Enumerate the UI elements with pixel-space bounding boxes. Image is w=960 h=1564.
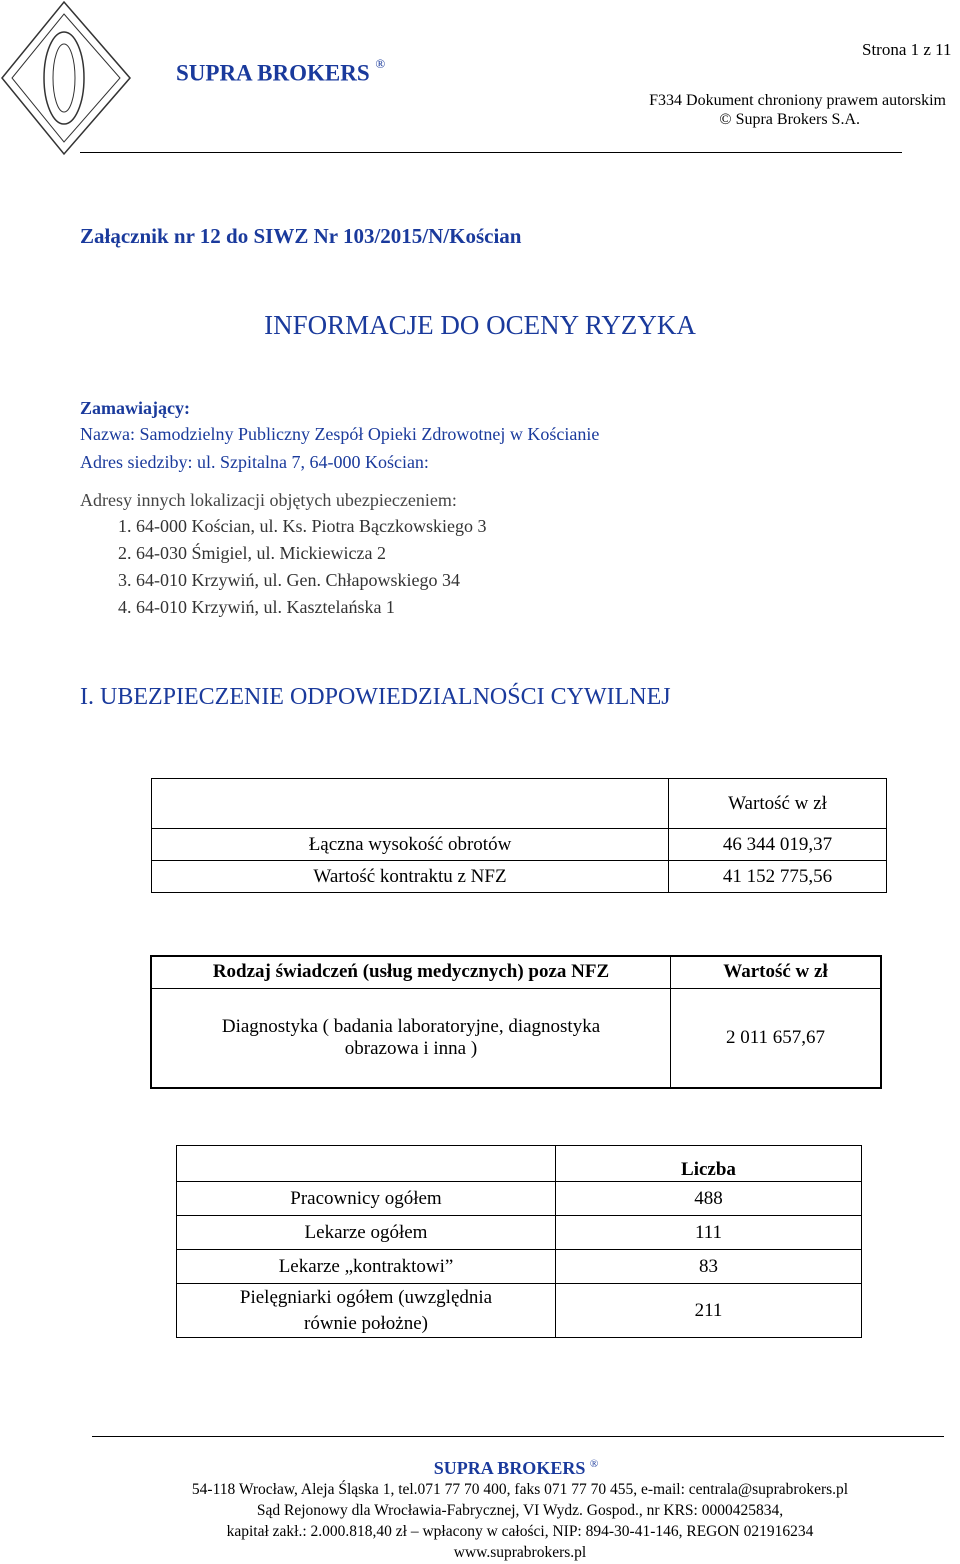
header-value-cell: Wartość w zł xyxy=(669,779,887,829)
table-header-row xyxy=(151,956,881,988)
row-value: 2 011 657,67 xyxy=(671,988,882,1088)
other-locations-label: Adresy innych lokalizacji objętych ubezpieczeniem: xyxy=(80,490,457,510)
footer-capital: kapitał zakł.: 2.000.818,40 zł – wpłacony w całości, NIP: 894-30-41-146, REGON 021916234 xyxy=(226,1523,814,1540)
footer-address: 54-118 Wrocław, Aleja Śląska 1, tel.071 77 70 400, faks 071 77 70 455, e-mail: centrala@suprabrokers.pl xyxy=(191,1481,849,1498)
header-blank-cell xyxy=(152,779,669,829)
row-value: 41 152 775,56 xyxy=(669,861,887,893)
location-item: 4. 64-010 Krzywiń, ul. Kasztelańska 1 xyxy=(118,597,395,617)
row-label-line-1: Diagnostyka ( badania laboratoryjne, diagnostyka xyxy=(221,1015,601,1037)
footer-court: Sąd Rejonowy dla Wrocławia-Fabrycznej, VI Wydz. Gospod., nr KRS: 0000425834, xyxy=(256,1502,784,1519)
table-row xyxy=(177,1182,862,1216)
table-row xyxy=(152,829,887,861)
header-value-cell: Liczba xyxy=(556,1146,862,1182)
table-row xyxy=(152,861,887,893)
location-item: 2. 64-030 Śmigiel, ul. Mickiewicza 2 xyxy=(118,543,386,563)
header-divider xyxy=(80,152,902,153)
company-logo xyxy=(0,0,180,160)
row-label-line-1: Pielęgniarki ogółem (uwzględnia xyxy=(239,1286,493,1308)
copyright-line-1: F334 Dokument chroniony prawem autorskim xyxy=(649,92,946,109)
row-label: Lekarze „kontraktowi” xyxy=(177,1250,556,1284)
table-row xyxy=(177,1250,862,1284)
client-label: Zamawiający: xyxy=(80,398,190,418)
footer-brand: SUPRA BROKERS ® xyxy=(433,1458,599,1478)
row-value: 83 xyxy=(556,1250,862,1284)
row-value: 488 xyxy=(556,1182,862,1216)
row-value: 211 xyxy=(556,1284,862,1338)
annex-title: Załącznik nr 12 do SIWZ Nr 103/2015/N/Kościan xyxy=(80,224,522,248)
turnover-table xyxy=(151,778,887,893)
row-value: 46 344 019,37 xyxy=(669,829,887,861)
table-row xyxy=(177,1216,862,1250)
row-label-line-2: równie położne) xyxy=(304,1312,428,1334)
header-label-cell: Rodzaj świadczeń (usług medycznych) poza NFZ xyxy=(151,956,671,988)
row-label xyxy=(177,1284,556,1338)
row-label: Łączna wysokość obrotów xyxy=(152,829,669,861)
footer-website: www.suprabrokers.pl xyxy=(453,1544,587,1561)
row-label: Lekarze ogółem xyxy=(177,1216,556,1250)
staff-table xyxy=(176,1145,862,1338)
client-name: Nazwa: Samodzielny Publiczny Zespół Opieki Zdrowotnej w Kościanie xyxy=(80,424,600,444)
table-row xyxy=(177,1284,862,1338)
client-address: Adres siedziby: ul. Szpitalna 7, 64-000 Kościan: xyxy=(80,452,429,472)
table-row xyxy=(151,988,881,1088)
row-label-line-2: obrazowa i inna ) xyxy=(344,1037,478,1059)
header-blank-cell xyxy=(177,1146,556,1182)
footer-divider xyxy=(92,1436,944,1437)
row-value: 111 xyxy=(556,1216,862,1250)
row-label xyxy=(151,988,671,1088)
section-title: I. UBEZPIECZENIE ODPOWIEDZIALNOŚCI CYWILNEJ xyxy=(80,684,671,710)
location-item: 1. 64-000 Kościan, ul. Ks. Piotra Bączkowskiego 3 xyxy=(118,516,487,536)
services-table xyxy=(150,955,882,1089)
copyright-line-2: © Supra Brokers S.A. xyxy=(719,111,860,128)
location-item: 3. 64-010 Krzywiń, ul. Gen. Chłapowskiego 34 xyxy=(118,570,460,590)
document-title: INFORMACJE DO OCENY RYZYKA xyxy=(264,310,696,340)
row-label: Pracownicy ogółem xyxy=(177,1182,556,1216)
header-value-cell: Wartość w zł xyxy=(671,956,882,988)
table-header-row xyxy=(152,779,887,829)
page-number: Strona 1 z 11 xyxy=(862,40,952,59)
header-brand: SUPRA BROKERS ® xyxy=(176,56,386,86)
table-header-row xyxy=(177,1146,862,1182)
row-label: Wartość kontraktu z NFZ xyxy=(152,861,669,893)
